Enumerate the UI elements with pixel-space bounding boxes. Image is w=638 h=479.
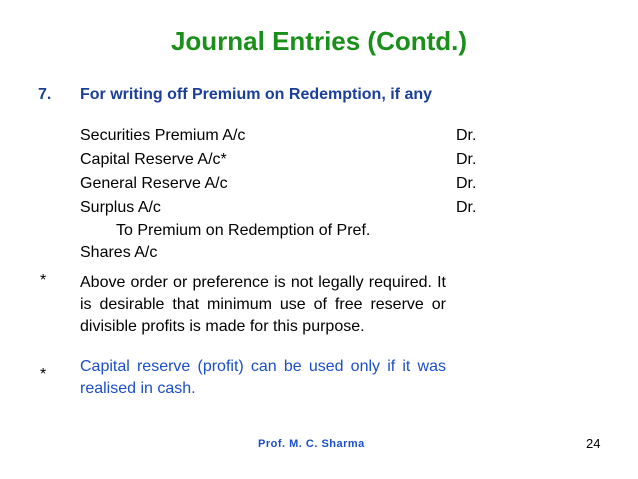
debit-account-4: Surplus A/c [80,199,161,216]
debit-marker-2: Dr. [456,151,477,168]
note-text-1: Above order or preference is not legally required. It is desirable that minimum use of free reserve or divisible profits is made for this purpose. [80,274,446,335]
note-marker-1: * [40,272,47,289]
note-marker-2: * [40,366,47,383]
item-heading: For writing off Premium on Redemption, if any [80,86,433,103]
debit-account-3: General Reserve A/c [80,175,228,192]
debit-account-2: Capital Reserve A/c* [80,151,227,168]
credit-entry: To Premium on Redemption of Pref. Shares A/c [80,222,371,261]
note-text-2: Capital reserve (profit) can be used only if it was realised in cash. [80,358,446,397]
footer-author: Prof. M. C. Sharma [258,438,365,450]
debit-marker-4: Dr. [456,199,477,216]
debit-marker-3: Dr. [456,175,477,192]
debit-marker-1: Dr. [456,127,477,144]
item-number: 7. [38,86,52,103]
slide-title: Journal Entries (Contd.) [170,26,468,56]
debit-account-1: Securities Premium A/c [80,127,246,144]
page-number: 24 [586,436,601,451]
